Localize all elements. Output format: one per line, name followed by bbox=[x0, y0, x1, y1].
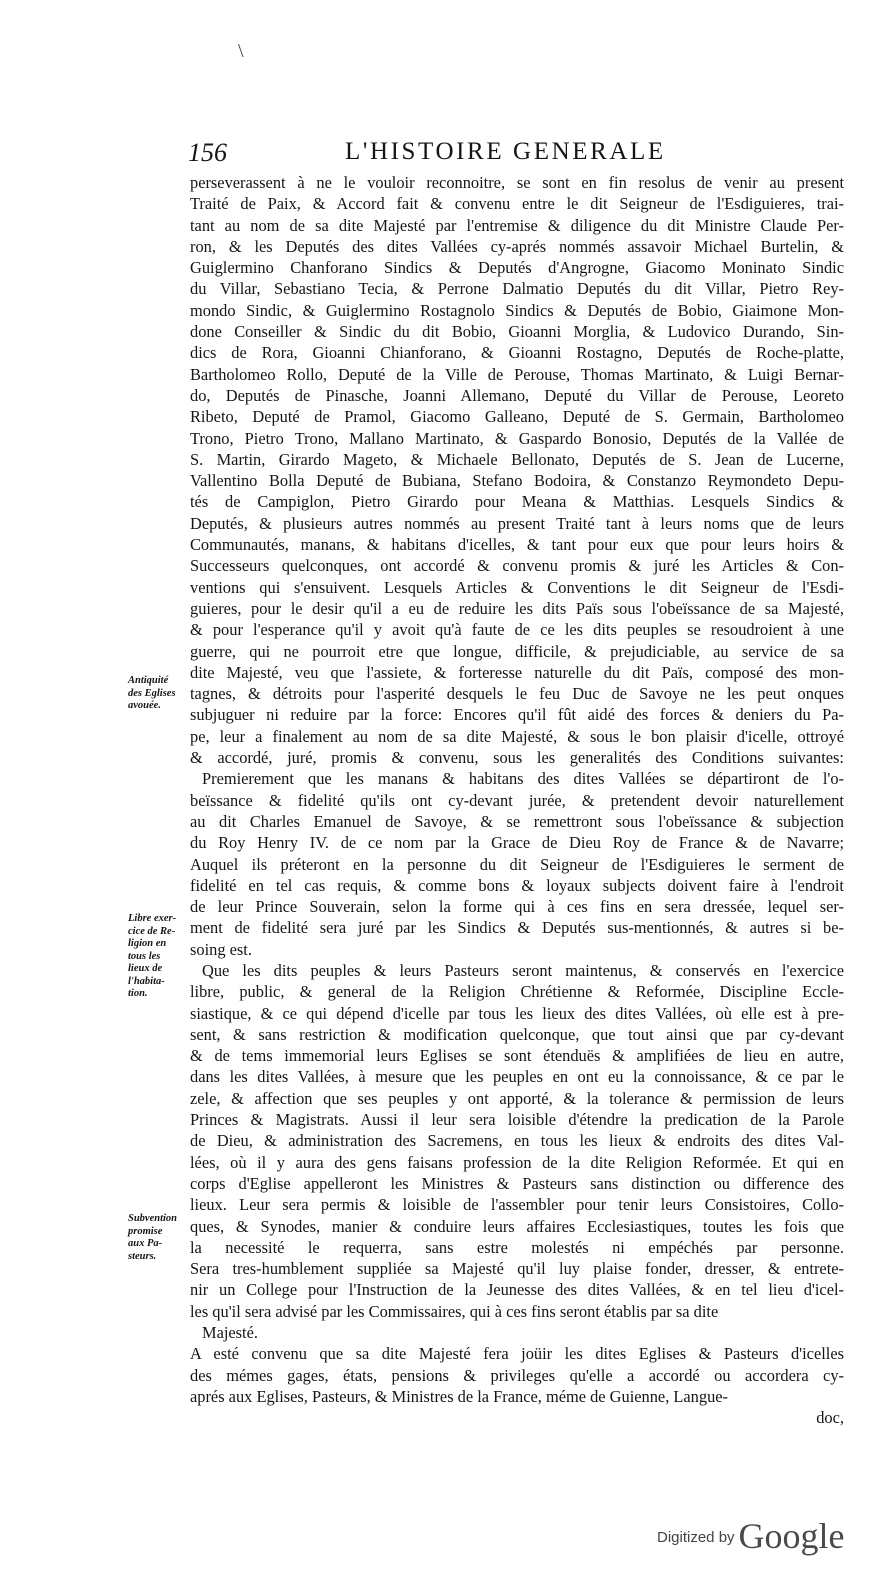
margin-note-line: Libre exer- bbox=[128, 913, 177, 924]
text-line: ques, & Synodes, manier & conduire leurs affaires Ecclesiastiques, toutes les fois que bbox=[190, 1216, 844, 1236]
text-line: subjuguer ni reduire par la force: Encores qu'il fût aidé des forces & deniers du Pa- bbox=[190, 705, 844, 725]
text-line: S. Martin, Girardo Mageto, & Michaele Bellonato, Deputés de S. Jean de Lucerne, bbox=[190, 449, 844, 469]
margin-note-line: des Eglises bbox=[128, 687, 176, 699]
text-line: tant au nom de sa dite Majesté par l'entremise & diligence du dit Ministre Claude Per- bbox=[190, 215, 844, 235]
text-line: Traité de Paix, & Accord fait & convenu entre le dit Seigneur de l'Esdiguieres, trai- bbox=[190, 194, 844, 214]
text-line: soing est. bbox=[190, 939, 252, 959]
text-line: Auquel ils préteront en la personne du dit Seigneur de l'Esdiguieres le serment de bbox=[190, 854, 844, 874]
text-line: tés de Campiglon, Pietro Girardo pour Meana & Matthias. Lesquels Sindics & bbox=[190, 492, 844, 512]
text-line: do, Deputés de Pinasche, Joanni Allemano, Deputé du Villar de Perouse, Leoreto bbox=[190, 385, 844, 405]
margin-note bbox=[128, 675, 176, 713]
text-line: fidelité en tel cas requis, & comme bons & loyaux subjects doivent faire à l'endroit bbox=[190, 875, 844, 895]
text-line: Vallentino Bolla Deputé de Bubiana, Stefano Bodoira, & Constanzo Reymondeto Depu- bbox=[190, 471, 844, 491]
text-line: pe, leur a finalement au nom de sa dite Majesté, & sous le bon plaisir d'icelle, ottroyé bbox=[190, 726, 844, 746]
text-line: Guiglermino Chanforano Sindics & Deputés d'Angrogne, Giacomo Moninato Sindic bbox=[190, 258, 844, 278]
text-line: done Conseiller & Sindic du dit Bobio, Gioanni Morglia, & Ludovico Durando, Sin- bbox=[190, 322, 844, 342]
text-line: & de tems immemorial leurs Eglises se sont étenduës & amplifiées de lieu en autre, bbox=[190, 1046, 844, 1066]
text-line: du Roy Henry IV. de ce nom par la Grace de Dieu Roy de France & de Navarre; bbox=[190, 833, 844, 853]
margin-note-line: tion. bbox=[128, 988, 148, 999]
text-line: guerre, qui ne pourroit etre que longue, difficile, & prejudiciable, au service de sa bbox=[190, 641, 844, 661]
text-line: de Dieu, & administration des Sacremens, en tous les lieux & endroits des dites Val- bbox=[190, 1131, 844, 1151]
page-number: 156 bbox=[188, 138, 227, 167]
text-line: ventions qui s'ensuivent. Lesquels Articles & Conventions le dit Seigneur de l'Esdi- bbox=[190, 577, 844, 597]
margin-note-line: ligion en bbox=[128, 938, 167, 949]
margin-note bbox=[128, 1213, 177, 1263]
text-line: dans les dites Vallées, à mesure que les peuples en ont eu la connoissance, & ce par le bbox=[190, 1067, 844, 1087]
text-line: guieres, pour le desir qu'il a eu de reduire les dits Païs sous l'obeïssance de sa Majesté, bbox=[190, 598, 844, 618]
text-line: Bartholomeo Rollo, Deputé de la Ville de Perouse, Thomas Martinato, & Luigi Bernar- bbox=[190, 364, 844, 384]
text-line: du Villar, Sebastiano Tecia, & Perrone Dalmatio Deputés du dit Villar, Pietro Rey- bbox=[190, 279, 844, 299]
text-line: Sera tres-humblement suppliée sa Majesté qu'il luy plaise fonder, dresser, & entrete- bbox=[190, 1259, 844, 1279]
google-logo: Google bbox=[738, 1516, 845, 1556]
margin-note-line: tous les bbox=[128, 950, 161, 962]
text-line: des mémes gages, états, pensions & privileges qu'elle a accordé ou accordera cy- bbox=[190, 1365, 844, 1385]
text-line: corps d'Eglise appelleront les Ministres & Pasteurs sans distinction ou difference des bbox=[190, 1173, 844, 1193]
text-line: & pour l'esperance qu'il y avoit qu'à faute de ce les dits peuples se resoudroient à une bbox=[190, 620, 844, 640]
text-line: Trono, Pietro Trono, Mallano Martinato, & Gaspardo Bonosio, Deputés de la Vallée de bbox=[190, 428, 844, 448]
margin-note-line: Subvention bbox=[128, 1213, 178, 1224]
margin-note-line: steurs. bbox=[128, 1250, 157, 1262]
text-line: Communautés, manans, & habitans d'icelles, & tant pour eux que pour leurs hoirs & bbox=[190, 535, 844, 555]
text-line: Deputés, & plusieurs autres nommés au present Traité tant à leurs noms que de leurs bbox=[190, 513, 844, 533]
text-line: dite Majesté, veu que l'assiete, & forteresse naturelle du dit Païs, composé des mon- bbox=[190, 662, 844, 682]
text-line: Que les dits peuples & leurs Pasteurs seront maintenus, & conservés en l'exercice bbox=[202, 960, 844, 980]
text-line: lées, où il y aura des gens faisans profession de la dite Religion Reformée. Et qui en bbox=[190, 1152, 844, 1172]
text-line: A esté convenu que sa dite Majesté fera joüir les dites Eglises & Pasteurs d'icelles bbox=[190, 1344, 844, 1364]
text-line: doc, bbox=[816, 1408, 844, 1428]
text-line: perseverassent à ne le vouloir reconnoitre, se sont en fin resolus de venir au present bbox=[190, 173, 844, 192]
margin-note-line: cice de Re- bbox=[128, 925, 176, 937]
text-line: ron, & les Deputés des dites Vallées cy-aprés nommés assavoir Michael Burtelin, & bbox=[190, 236, 844, 256]
text-line: Ribeto, Deputé de Pramol, Giacomo Galleano, Deputé de S. Germain, Bartholomeo bbox=[190, 407, 844, 427]
text-line: de leur Prince Souverain, selon la forme qui à ces fins en sera dressée, lequel ser- bbox=[190, 897, 844, 917]
text-line: Majesté. bbox=[202, 1323, 258, 1343]
text-line: Successeurs quelconques, ont accordé & convenu promis & juré les Articles & Con- bbox=[190, 556, 844, 576]
text-line: les qu'il sera advisé par les Commissaires, qui à ces fins seront établis par sa dite bbox=[190, 1301, 719, 1321]
margin-note-line: promise bbox=[128, 1225, 163, 1237]
digitized-label: Digitized by bbox=[657, 1529, 735, 1546]
text-line: au dit Charles Emanuel de Savoye, & se remettront sous l'obeïssance & subjection bbox=[190, 811, 844, 831]
text-line: Princes & Magistrats. Aussi il leur sera loisible d'étendre la predication de la Parole bbox=[190, 1110, 844, 1130]
text-line: & accordé, juré, promis & convenu, sous les generalités des Conditions suivantes: bbox=[190, 748, 844, 768]
margin-note-line: lieux de bbox=[128, 963, 163, 974]
text-line: libre, public, & general de la Religion Chrétienne & Reformée, Discipline Eccle- bbox=[190, 982, 844, 1002]
text-line: la necessité le requerra, sans estre molestés ni empéchés par personne. bbox=[190, 1237, 844, 1257]
running-head: L'HISTOIRE GENERALE bbox=[345, 138, 666, 165]
stray-mark: \ bbox=[238, 40, 244, 62]
margin-note-line: avouée. bbox=[128, 700, 161, 711]
text-line: mondo Sindic, & Guiglermino Rostagnolo Sindics & Deputés de Bobio, Giaimone Mon- bbox=[190, 300, 844, 320]
margin-note-line: aux Pa- bbox=[128, 1238, 163, 1249]
text-line: tagnes, & détroits pour l'asperité desquels le feu Duc de Savoye ne les peut onques bbox=[190, 684, 844, 704]
digitized-by-google bbox=[657, 1515, 845, 1557]
text-line: sent, & sans restriction & modification quelconque, que tout ainsi que par cy-devant bbox=[190, 1024, 844, 1044]
text-line: ment de fidelité sera juré par les Sindics & Deputés sus-mentionnés, & autres si be- bbox=[190, 918, 844, 938]
text-line: lieux. Leur sera permis & loisible de l'assembler pour tenir leurs Consistoires, Collo- bbox=[190, 1195, 844, 1215]
text-line: beïssance & fidelité qu'ils ont cy-devant jurée, & pretendent devoir naturellement bbox=[190, 790, 844, 810]
text-line: siastique, & ce qui dépend d'icelle par tous les lieux des dites Vallées, où elle est à pre- bbox=[190, 1003, 844, 1023]
body-text bbox=[190, 172, 844, 1429]
text-line: nir un College pour l'Instruction de la Jeunesse des dites Vallées, & en tel lieu d'icel- bbox=[190, 1280, 844, 1300]
margin-note-line: Antiquité bbox=[128, 675, 169, 686]
text-line: zele, & affection que ses peuples y ont apporté, & la tolerance & permission de leurs bbox=[190, 1088, 844, 1108]
margin-note-line: l'habita- bbox=[128, 975, 165, 987]
text-line: aprés aux Eglises, Pasteurs, & Ministres de la France, méme de Guienne, Langue- bbox=[190, 1386, 729, 1406]
text-line: dics de Rora, Gioanni Chianforano, & Gioanni Rostagno, Deputés de Roche-platte, bbox=[190, 343, 844, 363]
margin-note bbox=[128, 913, 176, 1001]
text-line: Premierement que les manans & habitans des dites Vallées se départiront de l'o- bbox=[202, 769, 844, 789]
